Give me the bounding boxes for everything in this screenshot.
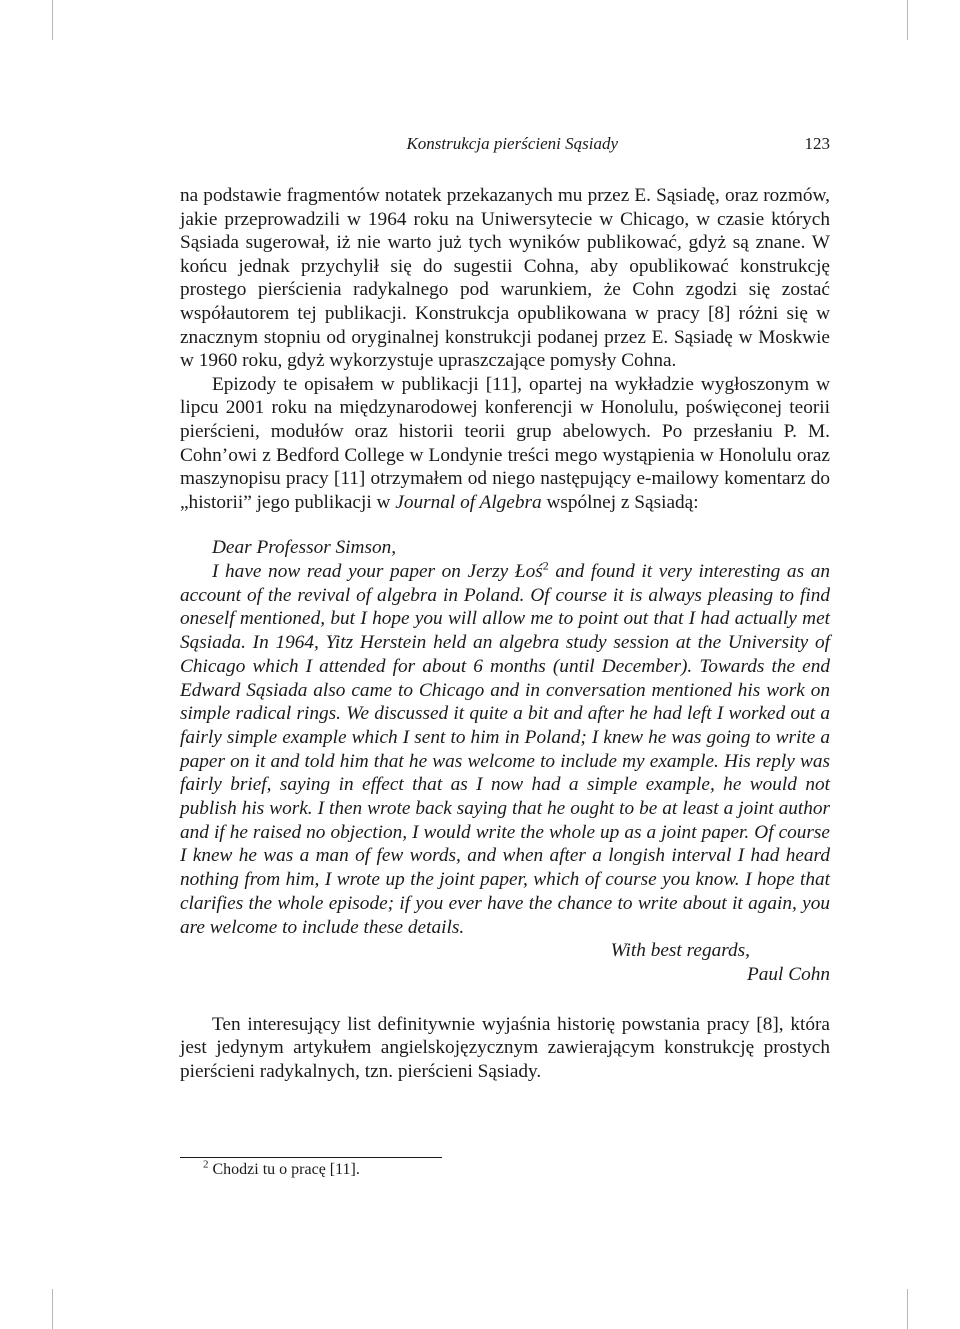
letter-body xyxy=(180,560,830,939)
paragraph-conclusion: Ten interesujący list definitywnie wyjaśnia historię powstania pracy [8], która jest jedynym artykułem angielskojęzycznym zawierającym konstrukcję prostych pierścieni radykalnych, tzn. pierścieni Sąsiady. xyxy=(180,1013,830,1082)
crop-mark-top-right xyxy=(907,0,908,40)
letter-closing: With best regards, xyxy=(610,940,750,962)
letter-body-rest: and found it very interesting as an account of the revival of algebra in Poland. Of course it is always pleasing to find oneself mentioned, but I hope you will allow me to point out that I had actually met Sąsiada. In 1964, Yitz Herstein held an algebra study session at the University of Chicago which I attended for about 6 months (until December). Towards the end Edward Sąsiada also came to Chicago and in conversation mentioned his work on simple radical rings. We discussed it quite a bit and after he had left I worked out a fairly simple example which I sent to him in Poland; I knew he was going to write a paper on it and told him that he was welcome to include my example. His reply was fairly brief, saying in effect that as I now had a simple example, he would not publish his work. I then wrote back saying that he ought to be at least a joint author and if he raised no objection, I would write the whole up as a joint paper. Of course I knew he was a man of few words, and when after a longish interval I had heard nothing from him, I wrote up the joint paper, which of course you know. I hope that clarifies the whole episode; if you ever have the chance to write about it again, you are welcome to include these details. xyxy=(180,561,830,938)
running-title: Konstrukcja pierścieni Sąsiady xyxy=(406,134,618,153)
footnote xyxy=(203,1160,360,1180)
paragraph-episodes-text: Epizody te opisałem w publikacji [11], opartej na wykładzie wygłoszonym w lipcu 2001 roku na międzynarodowej konferencji w Honolulu, poświęconej teorii pierścieni, modułów oraz historii teorii grup abelowych. Po przesłaniu P. M. Cohn’owi z Bedford College w Londynie treści mego wystąpienia w Honolulu oraz maszynopisu pracy [11] otrzymałem od niego następujący e-mailowy komentarz do „historii” jego publikacji w xyxy=(180,373,830,513)
paragraph-episodes-end: wspólnej z Sąsiadą: xyxy=(541,491,699,513)
letter-signature: Paul Cohn xyxy=(746,963,830,985)
footnote-mark: 2 xyxy=(203,1158,209,1171)
crop-mark-top-left xyxy=(52,0,53,40)
letter-body-start: I have now read your paper on Jerzy Łoś xyxy=(212,561,543,583)
page-content xyxy=(180,134,830,1083)
paragraph-episodes xyxy=(180,373,830,515)
footnote-reference[interactable]: 2 xyxy=(542,558,549,573)
footnote-rule xyxy=(180,1157,442,1158)
footnote-text: Chodzi tu o pracę [11]. xyxy=(208,1161,360,1178)
body-text-after-letter xyxy=(180,1013,830,1084)
running-head xyxy=(180,134,830,164)
paragraph-continuation: na podstawie fragmentów notatek przekazanych mu przez E. Sąsiadę, oraz rozmów, jakie przeprowadzili w 1964 roku na Uniwersytecie w Chicago, w czasie których Sąsiada sugerował, iż nie warto już tych wyników publikować, gdyż są znane. W końcu jednak przychylił się do sugestii Cohna, aby opublikować konstrukcję prostego pierścienia radykalnego pod warunkiem, że Cohn zgodzi się zostać współautorem tej publikacji. Konstrukcja opublikowana w pracy [8] różni się w znacznym stopniu od oryginalnej konstrukcji podanej przez E. Sąsiadę w Moskwie w 1960 roku, gdyż wykorzystuje upraszczające pomysły Cohna. xyxy=(180,185,830,372)
page-number: 123 xyxy=(804,134,830,153)
crop-mark-bottom-right xyxy=(907,1289,908,1329)
body-text xyxy=(180,184,830,514)
letter-salutation: Dear Professor Simson, xyxy=(212,537,397,559)
journal-title: Journal of Algebra xyxy=(395,491,542,513)
quoted-letter xyxy=(180,536,830,986)
crop-mark-bottom-left xyxy=(52,1289,53,1329)
